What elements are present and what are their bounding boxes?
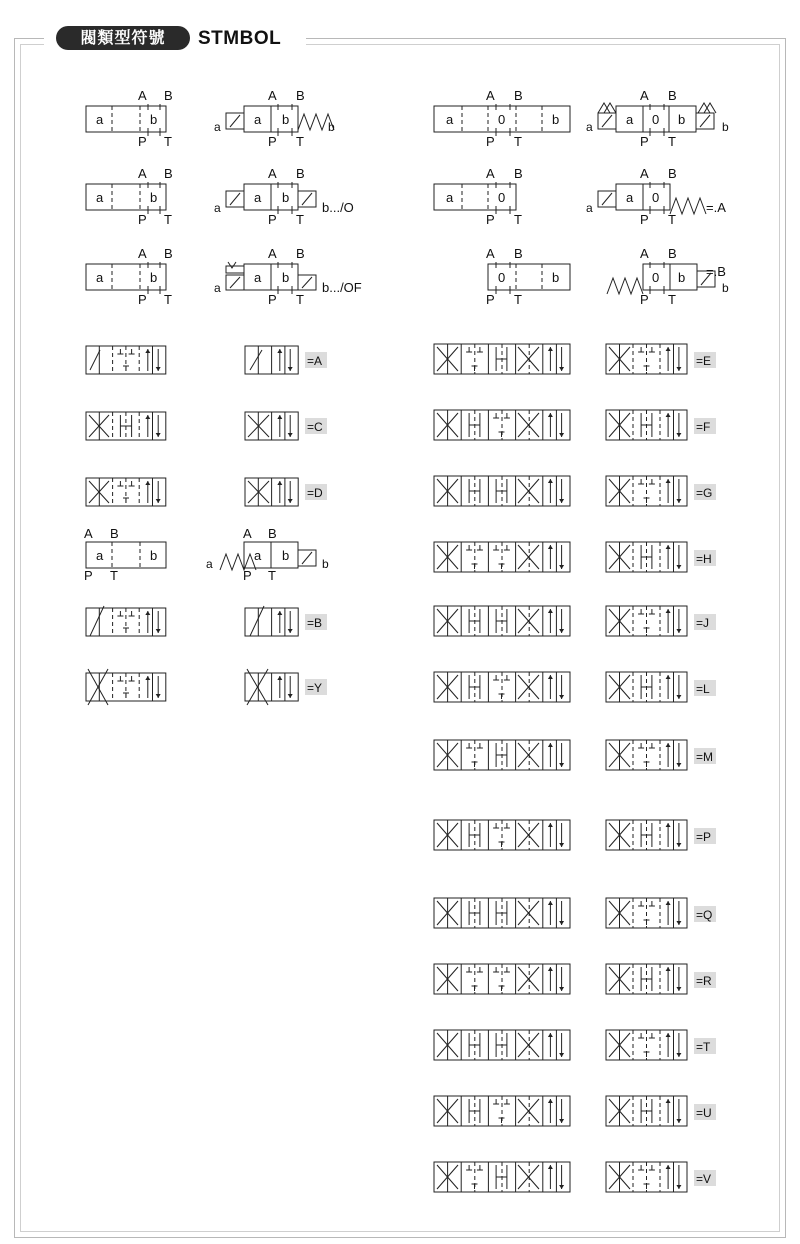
label-b: b bbox=[722, 120, 729, 134]
arrow-head bbox=[548, 609, 553, 613]
port-label-p: P bbox=[640, 212, 649, 227]
port-label-b: B bbox=[514, 88, 523, 103]
arrow-head bbox=[559, 763, 564, 767]
arrow-head bbox=[548, 1033, 553, 1037]
code-tag-label: =J bbox=[696, 616, 710, 630]
arrow-head bbox=[156, 367, 161, 371]
solenoid-slash bbox=[230, 193, 240, 205]
port-label-p: P bbox=[640, 292, 649, 307]
spring-icon bbox=[698, 103, 710, 113]
arrow-head bbox=[145, 415, 150, 419]
arrow-head bbox=[676, 433, 681, 437]
label-b: b bbox=[678, 270, 686, 285]
spool-code-right-5 bbox=[694, 614, 716, 630]
port-label-t: T bbox=[514, 292, 522, 307]
spool-short-right-7 bbox=[606, 740, 687, 770]
port-label-t: T bbox=[296, 292, 304, 307]
symbol-2pos-ab-3 bbox=[86, 246, 173, 307]
detent-icon bbox=[226, 266, 244, 273]
label-a: a bbox=[626, 112, 634, 127]
arrow-head bbox=[666, 901, 671, 905]
arrow-head bbox=[676, 1119, 681, 1123]
label-b: b bbox=[150, 548, 158, 563]
arrow-head bbox=[559, 843, 564, 847]
spring-icon bbox=[607, 278, 643, 294]
port-label-p: P bbox=[268, 292, 277, 307]
code-tag-label: =R bbox=[696, 974, 712, 988]
spool-short-right-3 bbox=[606, 476, 687, 506]
spool-short-right-8 bbox=[606, 820, 687, 850]
port-label-t: T bbox=[268, 568, 276, 583]
port-label-p: P bbox=[268, 212, 277, 227]
flow-line bbox=[90, 606, 104, 636]
arrow-head bbox=[676, 921, 681, 925]
symbol-2pos-ab-2 bbox=[86, 166, 173, 227]
label-zero: 0 bbox=[498, 112, 506, 127]
arrow-head bbox=[145, 676, 150, 680]
arrow-head bbox=[559, 565, 564, 569]
port-label-p: P bbox=[268, 134, 277, 149]
code-tag-label: =H bbox=[696, 552, 712, 566]
spool-code-left-3 bbox=[305, 484, 327, 500]
code-tag-label: =M bbox=[696, 750, 714, 764]
label-a: a bbox=[96, 548, 104, 563]
spool-code-right-9 bbox=[694, 906, 716, 922]
port-label-a: A bbox=[138, 166, 147, 181]
arrow-head bbox=[676, 843, 681, 847]
port-label-p: P bbox=[486, 292, 495, 307]
spool-short-right-5 bbox=[606, 606, 687, 636]
arrow-head bbox=[666, 545, 671, 549]
code-tag-label: =C bbox=[307, 420, 323, 434]
spool-short-right-13 bbox=[606, 1162, 687, 1192]
symbol-2pos-ab-spring-solenoid bbox=[206, 526, 329, 583]
arrow-head bbox=[277, 349, 282, 353]
spool-long-3 bbox=[86, 478, 166, 506]
arrow-head bbox=[548, 967, 553, 971]
port-label-b: B bbox=[296, 246, 305, 261]
label-a: a bbox=[586, 120, 593, 134]
port-label-p: P bbox=[138, 212, 147, 227]
label-b: b bbox=[282, 548, 290, 563]
label-zero: 0 bbox=[498, 270, 506, 285]
label-b: b bbox=[322, 557, 329, 571]
code-tag-label: =F bbox=[696, 420, 711, 434]
port-label-a: A bbox=[138, 246, 147, 261]
arrow-head bbox=[548, 1099, 553, 1103]
arrow-head bbox=[559, 987, 564, 991]
label-b: b bbox=[552, 112, 560, 127]
arrow-head bbox=[277, 481, 282, 485]
label-b-o: b.../O bbox=[322, 200, 354, 215]
label-a: a bbox=[254, 548, 262, 563]
port-label-b: B bbox=[668, 246, 677, 261]
symbol-2pos-0b-spring bbox=[607, 246, 729, 307]
spool-code-right-6 bbox=[694, 680, 716, 696]
spring-icon bbox=[704, 103, 716, 113]
label-a: a bbox=[446, 112, 454, 127]
label-eq-b-dot: =.B bbox=[706, 264, 726, 279]
spool-short-4 bbox=[245, 606, 298, 636]
label-b: b bbox=[150, 190, 158, 205]
port-label-a: A bbox=[268, 246, 277, 261]
arrow-head bbox=[676, 1185, 681, 1189]
arrow-head bbox=[548, 413, 553, 417]
arrow-head bbox=[156, 433, 161, 437]
arrow-head bbox=[666, 609, 671, 613]
label-a: a bbox=[446, 190, 454, 205]
arrow-head bbox=[277, 676, 282, 680]
port-label-p: P bbox=[243, 568, 252, 583]
arrow-head bbox=[676, 367, 681, 371]
solenoid-slash bbox=[602, 193, 612, 205]
label-a: a bbox=[96, 270, 104, 285]
port-label-b: B bbox=[296, 166, 305, 181]
label-b: b bbox=[552, 270, 560, 285]
port-label-a: A bbox=[243, 526, 252, 541]
arrow-head bbox=[559, 1053, 564, 1057]
arrow-head bbox=[548, 823, 553, 827]
label-zero: 0 bbox=[498, 190, 506, 205]
port-label-b: B bbox=[514, 246, 523, 261]
port-label-p: P bbox=[640, 134, 649, 149]
port-label-b: B bbox=[268, 526, 277, 541]
symbol-3pos-a0b-spring bbox=[586, 88, 729, 149]
spool-long-right-8 bbox=[434, 820, 570, 850]
solenoid-slash bbox=[602, 115, 612, 127]
arrow-head bbox=[288, 433, 293, 437]
arrow-head bbox=[666, 413, 671, 417]
code-tag-label: =Q bbox=[696, 908, 713, 922]
label-zero: 0 bbox=[652, 190, 660, 205]
port-label-a: A bbox=[640, 246, 649, 261]
spool-code-left-1 bbox=[305, 352, 327, 368]
spool-long-right-11 bbox=[434, 1030, 570, 1060]
symbol-3pos-a0b bbox=[434, 88, 570, 149]
label-a: a bbox=[626, 190, 634, 205]
label-b: b bbox=[282, 112, 290, 127]
solenoid-slash bbox=[230, 115, 240, 127]
port-label-p: P bbox=[138, 292, 147, 307]
symbol-2pos-ab-plain bbox=[84, 526, 166, 583]
label-a: a bbox=[214, 201, 221, 215]
arrow-head bbox=[676, 763, 681, 767]
port-label-t: T bbox=[514, 212, 522, 227]
arrow-head bbox=[559, 433, 564, 437]
arrow-head bbox=[559, 367, 564, 371]
spool-long-right-3 bbox=[434, 476, 570, 506]
spool-long-right-12 bbox=[434, 1096, 570, 1126]
port-label-t: T bbox=[514, 134, 522, 149]
label-b: b bbox=[678, 112, 686, 127]
symbol-2pos-a0 bbox=[434, 166, 523, 227]
arrow-head bbox=[666, 347, 671, 351]
port-label-b: B bbox=[164, 166, 173, 181]
port-label-t: T bbox=[668, 212, 676, 227]
symbol-2pos-detent-o bbox=[214, 166, 354, 227]
spool-code-right-4 bbox=[694, 550, 716, 566]
spool-code-right-8 bbox=[694, 828, 716, 844]
arrow-head bbox=[666, 823, 671, 827]
code-tag-label: =E bbox=[696, 354, 712, 368]
port-label-a: A bbox=[268, 88, 277, 103]
port-label-t: T bbox=[110, 568, 118, 583]
label-eq-a-dot: =.A bbox=[706, 200, 726, 215]
port-label-a: A bbox=[486, 246, 495, 261]
flow-line bbox=[250, 606, 264, 636]
code-tag-label: =B bbox=[307, 616, 323, 630]
arrow-head bbox=[288, 694, 293, 698]
spring-icon bbox=[598, 103, 610, 113]
port-label-p: P bbox=[486, 134, 495, 149]
label-b: b bbox=[282, 190, 290, 205]
spool-short-right-1 bbox=[606, 344, 687, 374]
arrow-head bbox=[666, 743, 671, 747]
arrow-head bbox=[559, 629, 564, 633]
arrow-head bbox=[156, 629, 161, 633]
spool-code-right-7 bbox=[694, 748, 716, 764]
spool-short-right-4 bbox=[606, 542, 687, 572]
arrow-head bbox=[559, 1185, 564, 1189]
port-label-b: B bbox=[164, 246, 173, 261]
arrow-head bbox=[548, 347, 553, 351]
arrow-head bbox=[666, 1033, 671, 1037]
arrow-head bbox=[676, 499, 681, 503]
arrow-head bbox=[559, 695, 564, 699]
label-b: b bbox=[150, 270, 158, 285]
code-tag-label: =V bbox=[696, 1172, 712, 1186]
spool-long-right-7 bbox=[434, 740, 570, 770]
port-label-a: A bbox=[640, 88, 649, 103]
label-a: a bbox=[96, 190, 104, 205]
port-label-t: T bbox=[164, 212, 172, 227]
spool-short-3 bbox=[245, 478, 298, 506]
label-b: b bbox=[328, 120, 335, 134]
label-a: a bbox=[206, 557, 213, 571]
spool-long-2 bbox=[86, 412, 166, 440]
arrow-head bbox=[666, 1165, 671, 1169]
arrow-head bbox=[288, 499, 293, 503]
arrow-head bbox=[288, 629, 293, 633]
port-label-a: A bbox=[84, 526, 93, 541]
spool-long-right-5 bbox=[434, 606, 570, 636]
label-a: a bbox=[254, 190, 262, 205]
spool-code-right-11 bbox=[694, 1038, 716, 1054]
code-tag-label: =T bbox=[696, 1040, 711, 1054]
arrow-head bbox=[145, 349, 150, 353]
port-label-b: B bbox=[668, 166, 677, 181]
code-tag-label: =Y bbox=[307, 681, 323, 695]
port-label-p: P bbox=[486, 212, 495, 227]
label-a: a bbox=[96, 112, 104, 127]
arrow-head bbox=[145, 611, 150, 615]
arrow-head bbox=[548, 479, 553, 483]
spool-code-left-2 bbox=[305, 418, 327, 434]
arrow-head bbox=[676, 695, 681, 699]
arrow-head bbox=[666, 675, 671, 679]
label-a: a bbox=[214, 120, 221, 134]
solenoid-slash bbox=[302, 552, 312, 564]
arrow-head bbox=[559, 1119, 564, 1123]
code-tag-label: =D bbox=[307, 486, 323, 500]
title-chinese: 閥類型符號 bbox=[56, 26, 190, 50]
label-b: b bbox=[722, 281, 729, 295]
spool-code-right-10 bbox=[694, 972, 716, 988]
arrow-head bbox=[548, 675, 553, 679]
arrow-head bbox=[288, 367, 293, 371]
solenoid-slash bbox=[302, 277, 312, 288]
spool-code-right-2 bbox=[694, 418, 716, 434]
port-label-a: A bbox=[486, 88, 495, 103]
spring-icon bbox=[604, 103, 616, 113]
spool-short-2 bbox=[245, 412, 298, 440]
spool-short-right-10 bbox=[606, 964, 687, 994]
label-zero: 0 bbox=[652, 270, 660, 285]
spool-long-right-4 bbox=[434, 542, 570, 572]
symbol-2pos-0b bbox=[486, 246, 570, 307]
symbol-2pos-ab bbox=[86, 88, 173, 149]
label-a: a bbox=[254, 270, 262, 285]
spool-long-right-2 bbox=[434, 410, 570, 440]
port-label-p: P bbox=[84, 568, 93, 583]
port-label-a: A bbox=[486, 166, 495, 181]
spool-code-right-13 bbox=[694, 1170, 716, 1186]
port-label-a: A bbox=[640, 166, 649, 181]
detent-notch bbox=[228, 262, 236, 268]
port-label-a: A bbox=[268, 166, 277, 181]
port-label-t: T bbox=[296, 212, 304, 227]
arrow-head bbox=[676, 565, 681, 569]
arrow-head bbox=[676, 629, 681, 633]
spool-long-right-10 bbox=[434, 964, 570, 994]
spool-short-right-2 bbox=[606, 410, 687, 440]
spool-long-1 bbox=[86, 346, 166, 374]
title-english: STMBOL bbox=[198, 28, 282, 49]
spool-long-4 bbox=[86, 606, 166, 636]
symbol-2pos-detent-of bbox=[214, 246, 362, 307]
spool-short-right-11 bbox=[606, 1030, 687, 1060]
spool-code-right-3 bbox=[694, 484, 716, 500]
solenoid-slash bbox=[700, 115, 710, 127]
label-a: a bbox=[214, 281, 221, 295]
code-tag-label: =U bbox=[696, 1106, 712, 1120]
label-zero: 0 bbox=[652, 112, 660, 127]
arrow-head bbox=[676, 1053, 681, 1057]
arrow-head bbox=[156, 499, 161, 503]
spool-short-1 bbox=[245, 346, 298, 374]
flow-line bbox=[250, 350, 262, 370]
arrow-head bbox=[559, 499, 564, 503]
port-label-b: B bbox=[110, 526, 119, 541]
arrow-head bbox=[145, 481, 150, 485]
label-b: b bbox=[282, 270, 290, 285]
port-label-t: T bbox=[164, 292, 172, 307]
arrow-head bbox=[277, 415, 282, 419]
label-a: a bbox=[254, 112, 262, 127]
arrow-head bbox=[548, 545, 553, 549]
port-label-t: T bbox=[296, 134, 304, 149]
spool-short-right-6 bbox=[606, 672, 687, 702]
code-tag-label: =A bbox=[307, 354, 323, 368]
label-a: a bbox=[586, 201, 593, 215]
arrow-head bbox=[277, 611, 282, 615]
arrow-head bbox=[156, 694, 161, 698]
spool-long-5 bbox=[86, 669, 166, 705]
spool-long-right-6 bbox=[434, 672, 570, 702]
symbol-2pos-a0-spring bbox=[586, 166, 726, 227]
arrow-head bbox=[548, 901, 553, 905]
arrow-head bbox=[666, 1099, 671, 1103]
port-label-p: P bbox=[138, 134, 147, 149]
symbol-2pos-ab-spring bbox=[214, 88, 335, 149]
arrow-head bbox=[666, 967, 671, 971]
port-label-b: B bbox=[164, 88, 173, 103]
arrow-head bbox=[666, 479, 671, 483]
spool-short-right-9 bbox=[606, 898, 687, 928]
spool-long-right-9 bbox=[434, 898, 570, 928]
flow-line bbox=[90, 350, 100, 370]
port-label-b: B bbox=[668, 88, 677, 103]
arrow-head bbox=[676, 987, 681, 991]
port-label-a: A bbox=[138, 88, 147, 103]
port-label-t: T bbox=[164, 134, 172, 149]
arrow-head bbox=[548, 743, 553, 747]
spool-code-right-1 bbox=[694, 352, 716, 368]
spool-code-left-4 bbox=[305, 614, 327, 630]
code-tag-label: =P bbox=[696, 830, 712, 844]
arrow-head bbox=[559, 921, 564, 925]
port-label-t: T bbox=[668, 134, 676, 149]
spool-code-right-12 bbox=[694, 1104, 716, 1120]
arrow-head bbox=[548, 1165, 553, 1169]
label-b: b bbox=[150, 112, 158, 127]
solenoid-slash bbox=[230, 277, 240, 288]
spool-short-5 bbox=[245, 669, 298, 705]
code-tag-label: =G bbox=[696, 486, 713, 500]
spool-code-left-5 bbox=[305, 679, 327, 695]
port-label-b: B bbox=[514, 166, 523, 181]
solenoid-slash bbox=[302, 193, 312, 205]
port-label-b: B bbox=[296, 88, 305, 103]
label-b-of: b.../OF bbox=[322, 280, 362, 295]
spool-short-right-12 bbox=[606, 1096, 687, 1126]
spool-long-right-13 bbox=[434, 1162, 570, 1192]
code-tag-label: =L bbox=[696, 682, 710, 696]
spool-long-right-1 bbox=[434, 344, 570, 374]
port-label-t: T bbox=[668, 292, 676, 307]
